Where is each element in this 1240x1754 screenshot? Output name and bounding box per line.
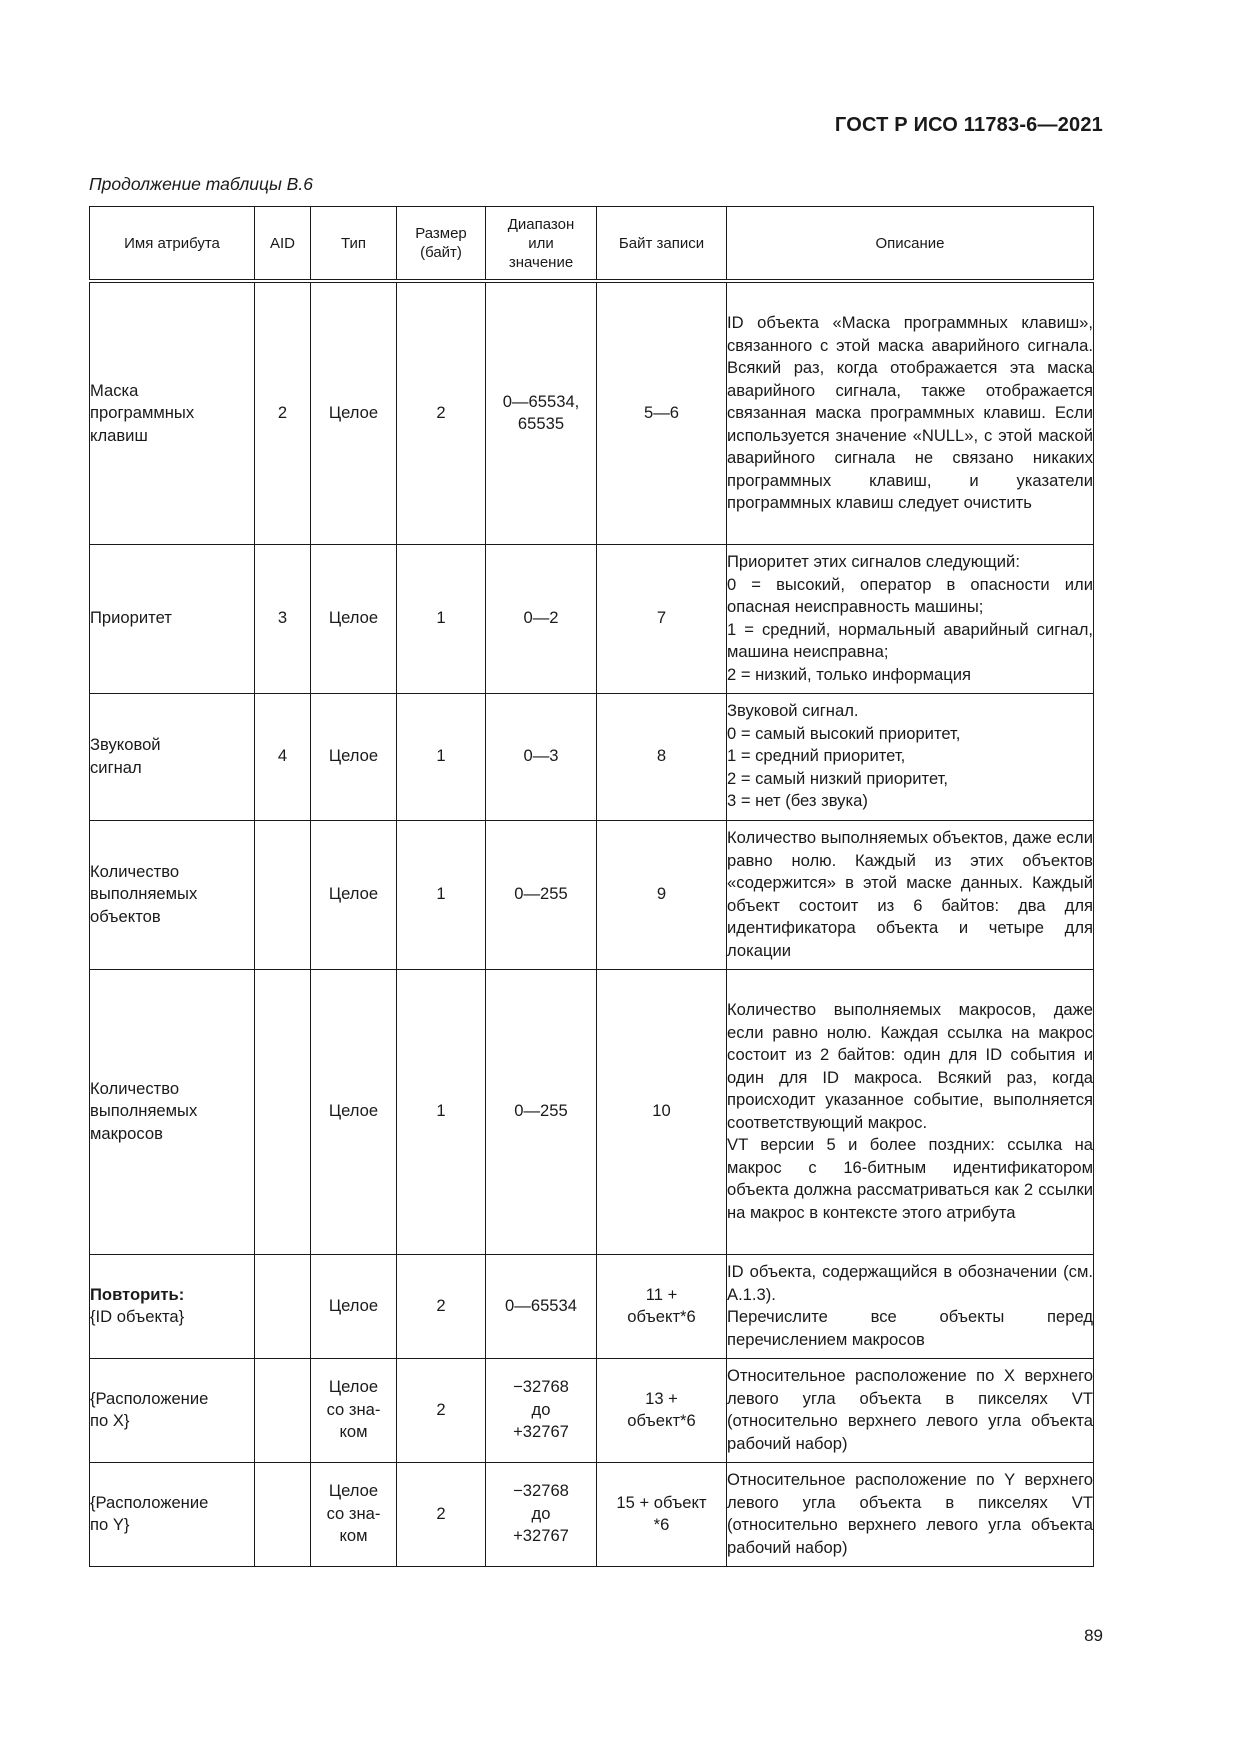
cell-name: {Расположение по Y} [90, 1462, 255, 1566]
cell-size: 1 [397, 820, 486, 969]
cell-bytes: 8 [597, 693, 727, 820]
cell-aid [255, 1462, 311, 1566]
repeat-name: {ID объекта} [90, 1307, 185, 1326]
cell-range: 0—2 [486, 544, 597, 693]
col-header-aid: AID [255, 207, 311, 282]
cell-aid [255, 1254, 311, 1358]
cell-type: Целое [311, 969, 397, 1254]
cell-description: Приоритет этих сигналов следующий: 0 = высокий, оператор в опасности или опасная неисправность машины; 1 = средний, нормальный аварийный сигнал, машина неисправна; 2 = низкий, только информация [727, 544, 1094, 693]
cell-aid: 3 [255, 544, 311, 693]
col-header-size: Размер (байт) [397, 207, 486, 282]
cell-type: Целое [311, 820, 397, 969]
table-header-row [90, 207, 1094, 282]
cell-type: Целое [311, 281, 397, 544]
table-row [90, 1358, 1094, 1462]
cell-description: ID объекта «Маска программных клавиш», связанного с этой маска аварийного сигнала. Всякий раз, когда отображается эта маска аварийного сигнала, также отображается связанная маска программных клавиш. Если используется значение «NULL», с этой маской аварийного сигнала не связано никаких программных клавиш, и указатели программных клавиш следует очистить [727, 281, 1094, 544]
cell-bytes: 11 + объект*6 [597, 1254, 727, 1358]
cell-type: Целое [311, 544, 397, 693]
cell-range: 0—65534 [486, 1254, 597, 1358]
cell-bytes: 15 + объект *6 [597, 1462, 727, 1566]
cell-aid [255, 820, 311, 969]
col-header-range: Диапазон или значение [486, 207, 597, 282]
cell-aid: 2 [255, 281, 311, 544]
cell-aid [255, 969, 311, 1254]
cell-range: −32768 до +32767 [486, 1462, 597, 1566]
cell-name: Звуковой сигнал [90, 693, 255, 820]
cell-description: Относительное расположение по Y верхнего левого угла объекта в пикселях VT (относительно верхнего левого угла объекта рабочий набор) [727, 1462, 1094, 1566]
table-row [90, 693, 1094, 820]
cell-bytes: 5—6 [597, 281, 727, 544]
cell-range: 0—255 [486, 820, 597, 969]
cell-size: 2 [397, 1358, 486, 1462]
col-header-name: Имя атрибута [90, 207, 255, 282]
table-caption: Продолжение таблицы В.6 [89, 174, 313, 194]
cell-size: 1 [397, 969, 486, 1254]
cell-range: −32768 до +32767 [486, 1358, 597, 1462]
cell-size: 2 [397, 1462, 486, 1566]
cell-description: ID объекта, содержащийся в обозначении (см. А.1.3). Перечислите все объекты перед перечислением макросов [727, 1254, 1094, 1358]
cell-size: 1 [397, 693, 486, 820]
cell-size: 2 [397, 1254, 486, 1358]
cell-description: Количество выполняемых объектов, даже если равно нолю. Каждый из этих объектов «содержится» в этой маске данных. Каждый объект состоит из 6 байтов: два для идентификатора объекта и четыре для локации [727, 820, 1094, 969]
cell-type: Целое со зна- ком [311, 1358, 397, 1462]
cell-bytes: 9 [597, 820, 727, 969]
table-row [90, 969, 1094, 1254]
cell-size: 1 [397, 544, 486, 693]
cell-aid: 4 [255, 693, 311, 820]
attribute-table [89, 206, 1094, 1567]
cell-type: Целое со зна- ком [311, 1462, 397, 1566]
table-row [90, 544, 1094, 693]
table-row [90, 1254, 1094, 1358]
cell-range: 0—65534, 65535 [486, 281, 597, 544]
cell-range: 0—3 [486, 693, 597, 820]
table-row [90, 1462, 1094, 1566]
cell-name: Количество выполняемых объектов [90, 820, 255, 969]
cell-type: Целое [311, 693, 397, 820]
col-header-bytes: Байт записи [597, 207, 727, 282]
cell-name [90, 1254, 255, 1358]
cell-name: Приоритет [90, 544, 255, 693]
cell-description: Количество выполняемых макросов, даже если равно нолю. Каждая ссылка на макрос состоит из 2 байтов: один для ID события и один для ID макроса. Всякий раз, когда происходит указанное событие, выполняется соответствующий макрос. VT версии 5 и более поздних: ссылка на макрос с 16-битным идентификатором объекта должна рассматриваться как 2 ссылки на макрос в контексте этого атрибута [727, 969, 1094, 1254]
cell-description: Относительное расположение по X верхнего левого угла объекта в пикселях VT (относительно верхнего левого угла объекта рабочий набор) [727, 1358, 1094, 1462]
cell-type: Целое [311, 1254, 397, 1358]
table-row [90, 281, 1094, 544]
cell-bytes: 7 [597, 544, 727, 693]
cell-name: Маска программных клавиш [90, 281, 255, 544]
cell-range: 0—255 [486, 969, 597, 1254]
cell-bytes: 10 [597, 969, 727, 1254]
cell-name: {Расположение по X} [90, 1358, 255, 1462]
cell-aid [255, 1358, 311, 1462]
table-row [90, 820, 1094, 969]
cell-bytes: 13 + объект*6 [597, 1358, 727, 1462]
repeat-label: Повторить: [90, 1284, 185, 1304]
cell-name: Количество выполняемых макросов [90, 969, 255, 1254]
cell-description: Звуковой сигнал. 0 = самый высокий приоритет, 1 = средний приоритет, 2 = самый низкий приоритет, 3 = нет (без звука) [727, 693, 1094, 820]
col-header-description: Описание [727, 207, 1094, 282]
col-header-type: Тип [311, 207, 397, 282]
page-number: 89 [1084, 1626, 1103, 1645]
document-header: ГОСТ Р ИСО 11783-6—2021 [834, 114, 1103, 136]
cell-size: 2 [397, 281, 486, 544]
